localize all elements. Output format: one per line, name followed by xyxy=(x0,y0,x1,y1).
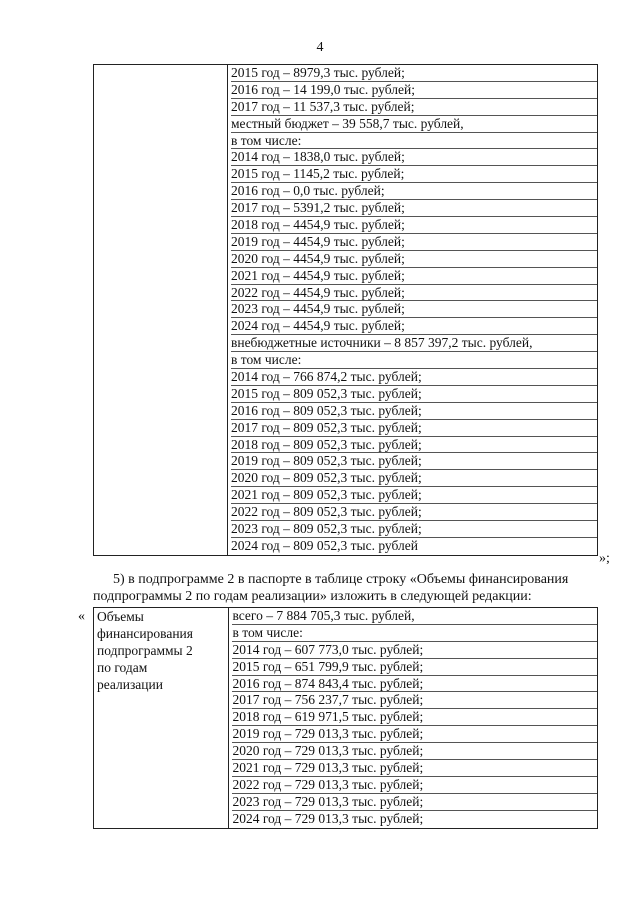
table2-line: 2021 год – 729 013,3 тыс. рублей; xyxy=(232,760,597,777)
row-label-line: Объемы xyxy=(97,609,144,624)
table1-line: 2019 год – 4454,9 тыс. рублей; xyxy=(231,234,597,251)
opening-quote: « xyxy=(78,609,85,624)
table2-line: 2017 год – 756 237,7 тыс. рублей; xyxy=(232,692,597,709)
table2-line: 2024 год – 729 013,3 тыс. рублей; xyxy=(232,810,424,826)
row-label-line: финансирования xyxy=(97,625,193,641)
table1-line: 2022 год – 4454,9 тыс. рублей; xyxy=(231,285,597,302)
table1-line: местный бюджет – 39 558,7 тыс. рублей, xyxy=(231,116,597,133)
table2-line: 2022 год – 729 013,3 тыс. рублей; xyxy=(232,777,597,794)
table1-line: 2021 год – 4454,9 тыс. рублей; xyxy=(231,268,597,285)
table1-line: 2021 год – 809 052,3 тыс. рублей; xyxy=(231,487,597,504)
table2-right-cell xyxy=(229,608,598,829)
table1-line: 2015 год – 1145,2 тыс. рублей; xyxy=(231,166,597,183)
table1-line: 2020 год – 809 052,3 тыс. рублей; xyxy=(231,470,597,487)
paragraph-line-1: 5) в подпрограмме 2 в паспорте в таблице строку «Объемы финансирования xyxy=(113,572,569,587)
table1-line: 2024 год – 809 052,3 тыс. рублей xyxy=(230,537,418,553)
table2-line: всего – 7 884 705,3 тыс. рублей, xyxy=(232,608,597,625)
table1-line: 2022 год – 809 052,3 тыс. рублей; xyxy=(231,504,597,521)
table2-line: 2014 год – 607 773,0 тыс. рублей; xyxy=(232,642,597,659)
table1-right-cell xyxy=(227,65,597,556)
table1-line: в том числе: xyxy=(231,133,597,150)
table1-line: 2014 год – 766 874,2 тыс. рублей; xyxy=(231,369,597,386)
table2-left-cell xyxy=(94,608,229,829)
table1-line: 2018 год – 809 052,3 тыс. рублей; xyxy=(231,437,597,454)
row-label-line: реализации xyxy=(97,676,163,692)
table1-lines xyxy=(228,65,597,555)
table1-line: 2023 год – 809 052,3 тыс. рублей; xyxy=(231,521,597,538)
table2-line: 2020 год – 729 013,3 тыс. рублей; xyxy=(232,743,597,760)
table1-line: 2017 год – 809 052,3 тыс. рублей; xyxy=(231,420,597,437)
table1-line: 2016 год – 14 199,0 тыс. рублей; xyxy=(231,82,597,99)
table2-line: в том числе: xyxy=(232,625,597,642)
funding-table-continued xyxy=(93,64,598,556)
table1-line: 2016 год – 0,0 тыс. рублей; xyxy=(231,183,597,200)
closing-quote: »; xyxy=(599,551,610,566)
table1-line: 2016 год – 809 052,3 тыс. рублей; xyxy=(231,403,597,420)
table1-line: 2015 год – 8979,3 тыс. рублей; xyxy=(231,65,597,82)
table1-line: 2017 год – 5391,2 тыс. рублей; xyxy=(231,200,597,217)
paragraph-line-2: подпрограммы 2 по годам реализации» изложить в следующей редакции: xyxy=(93,589,532,604)
table1-line: внебюджетные источники – 8 857 397,2 тыс. рублей, xyxy=(231,335,597,352)
table2-line: 2015 год – 651 799,9 тыс. рублей; xyxy=(232,659,597,676)
table1-line: 2018 год – 4454,9 тыс. рублей; xyxy=(231,217,597,234)
table1-line: 2024 год – 4454,9 тыс. рублей; xyxy=(231,318,597,335)
table1-line: 2019 год – 809 052,3 тыс. рублей; xyxy=(231,453,597,470)
row-label-line: по годам xyxy=(97,659,148,675)
row-label-line: подпрограммы 2 xyxy=(97,642,193,658)
subprogram-2-funding-table xyxy=(93,607,598,829)
table1-line: в том числе: xyxy=(231,352,597,369)
table2-line: 2019 год – 729 013,3 тыс. рублей; xyxy=(232,726,597,743)
table1-left-cell xyxy=(94,65,228,556)
amendment-paragraph xyxy=(93,571,613,605)
table1-line: 2017 год – 11 537,3 тыс. рублей; xyxy=(231,99,597,116)
table1-line: 2015 год – 809 052,3 тыс. рублей; xyxy=(231,386,597,403)
table2-line: 2023 год – 729 013,3 тыс. рублей; xyxy=(232,794,597,811)
table1-line: 2023 год – 4454,9 тыс. рублей; xyxy=(231,301,597,318)
table2-lines xyxy=(229,608,597,828)
table1-line: 2014 год – 1838,0 тыс. рублей; xyxy=(231,149,597,166)
table1-line: 2020 год – 4454,9 тыс. рублей; xyxy=(231,251,597,268)
table2-row-label xyxy=(94,608,228,694)
page-number: 4 xyxy=(316,40,324,55)
table2-line: 2016 год – 874 843,4 тыс. рублей; xyxy=(232,676,597,693)
table2-line: 2018 год – 619 971,5 тыс. рублей; xyxy=(232,709,597,726)
